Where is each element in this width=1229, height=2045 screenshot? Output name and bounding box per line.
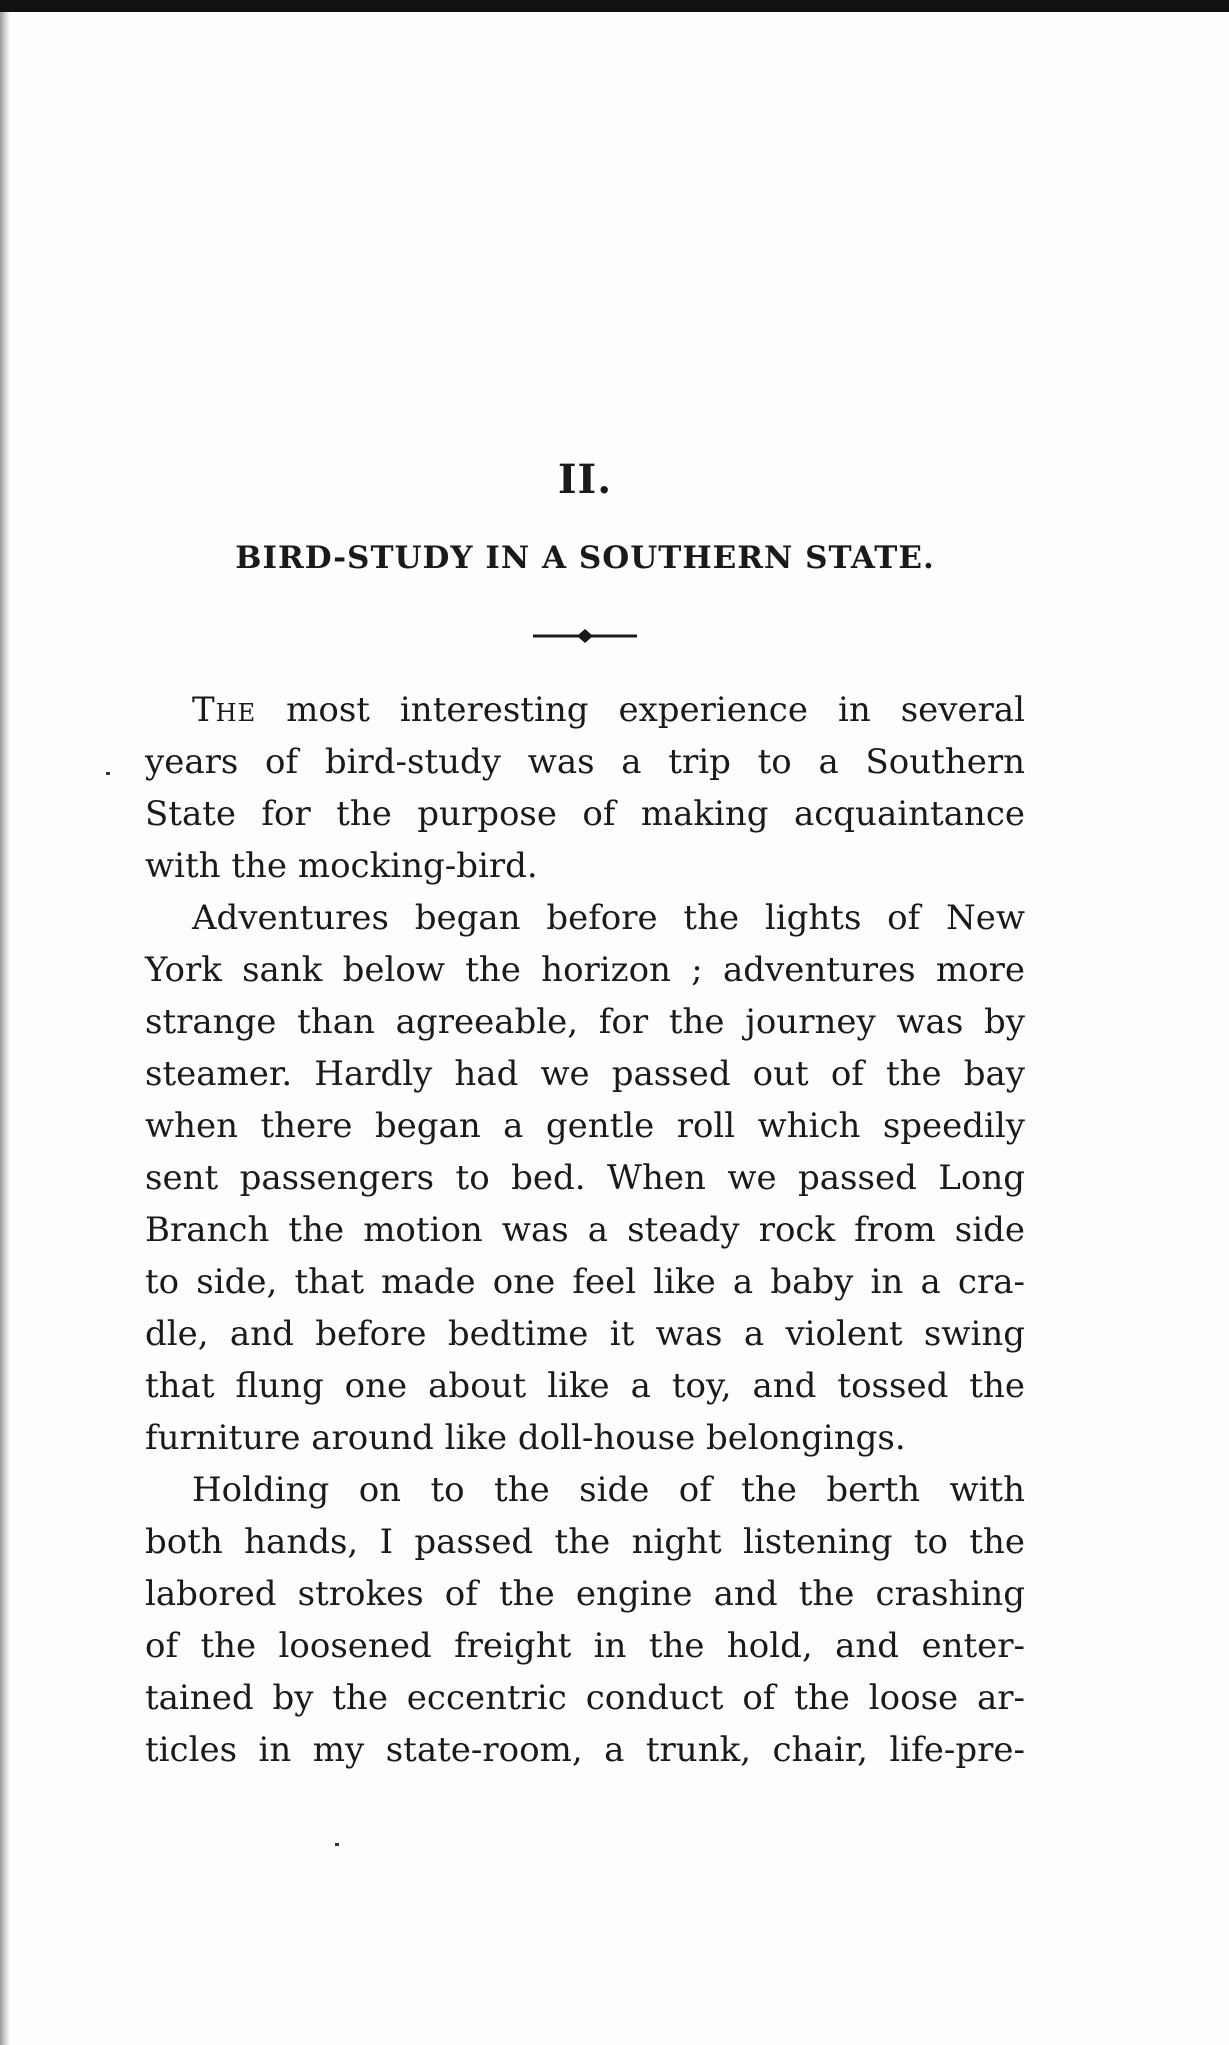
text-line: State for the purpose of making acquaintance — [145, 794, 1025, 834]
text-line: that flung one about like a toy, and tossed the — [145, 1366, 1025, 1406]
text-line: York sank below the horizon ; adventures more — [145, 950, 1025, 990]
text-line: The most interesting experience in several — [192, 690, 1025, 730]
text-line: Branch the motion was a steady rock from side — [145, 1210, 1025, 1250]
text-line: Holding on to the side of the berth with — [192, 1470, 1025, 1510]
text-line: sent passengers to bed. When we passed Long — [145, 1158, 1025, 1198]
text-line: strange than agreeable, for the journey was by — [145, 1002, 1025, 1042]
text-line: years of bird-study was a trip to a Southern — [145, 742, 1025, 782]
chapter-title: BIRD-STUDY IN A SOUTHERN STATE. — [235, 540, 935, 576]
text-line: tained by the eccentric conduct of the loose ar- — [145, 1678, 1025, 1718]
text-line: furniture around like doll-house belongings. — [145, 1418, 906, 1458]
page-binding-edge — [0, 12, 10, 2045]
ink-speck — [106, 772, 110, 775]
text-line: ticles in my state-room, a trunk, chair, life-pre- — [145, 1730, 1025, 1770]
text-line: Adventures began before the lights of New — [192, 898, 1025, 938]
text-line: when there began a gentle roll which speedily — [145, 1106, 1025, 1146]
drop-lead-word: The — [192, 690, 257, 730]
chapter-number: II. — [557, 456, 613, 503]
text-line: with the mocking-bird. — [145, 846, 538, 886]
text-line: of the loosened freight in the hold, and enter- — [145, 1626, 1025, 1666]
page-top-edge — [0, 0, 1229, 12]
text-line: both hands, I passed the night listening to the — [145, 1522, 1025, 1562]
dash-dot-dash-ornament-icon — [533, 626, 637, 646]
text-line: dle, and before bedtime it was a violent swing — [145, 1314, 1025, 1354]
text-line: steamer. Hardly had we passed out of the bay — [145, 1054, 1025, 1094]
ink-speck — [335, 1843, 339, 1846]
text-line: to side, that made one feel like a baby in a cra- — [145, 1262, 1025, 1302]
body-text — [145, 684, 1025, 1776]
text-line: labored strokes of the engine and the crashing — [145, 1574, 1025, 1614]
